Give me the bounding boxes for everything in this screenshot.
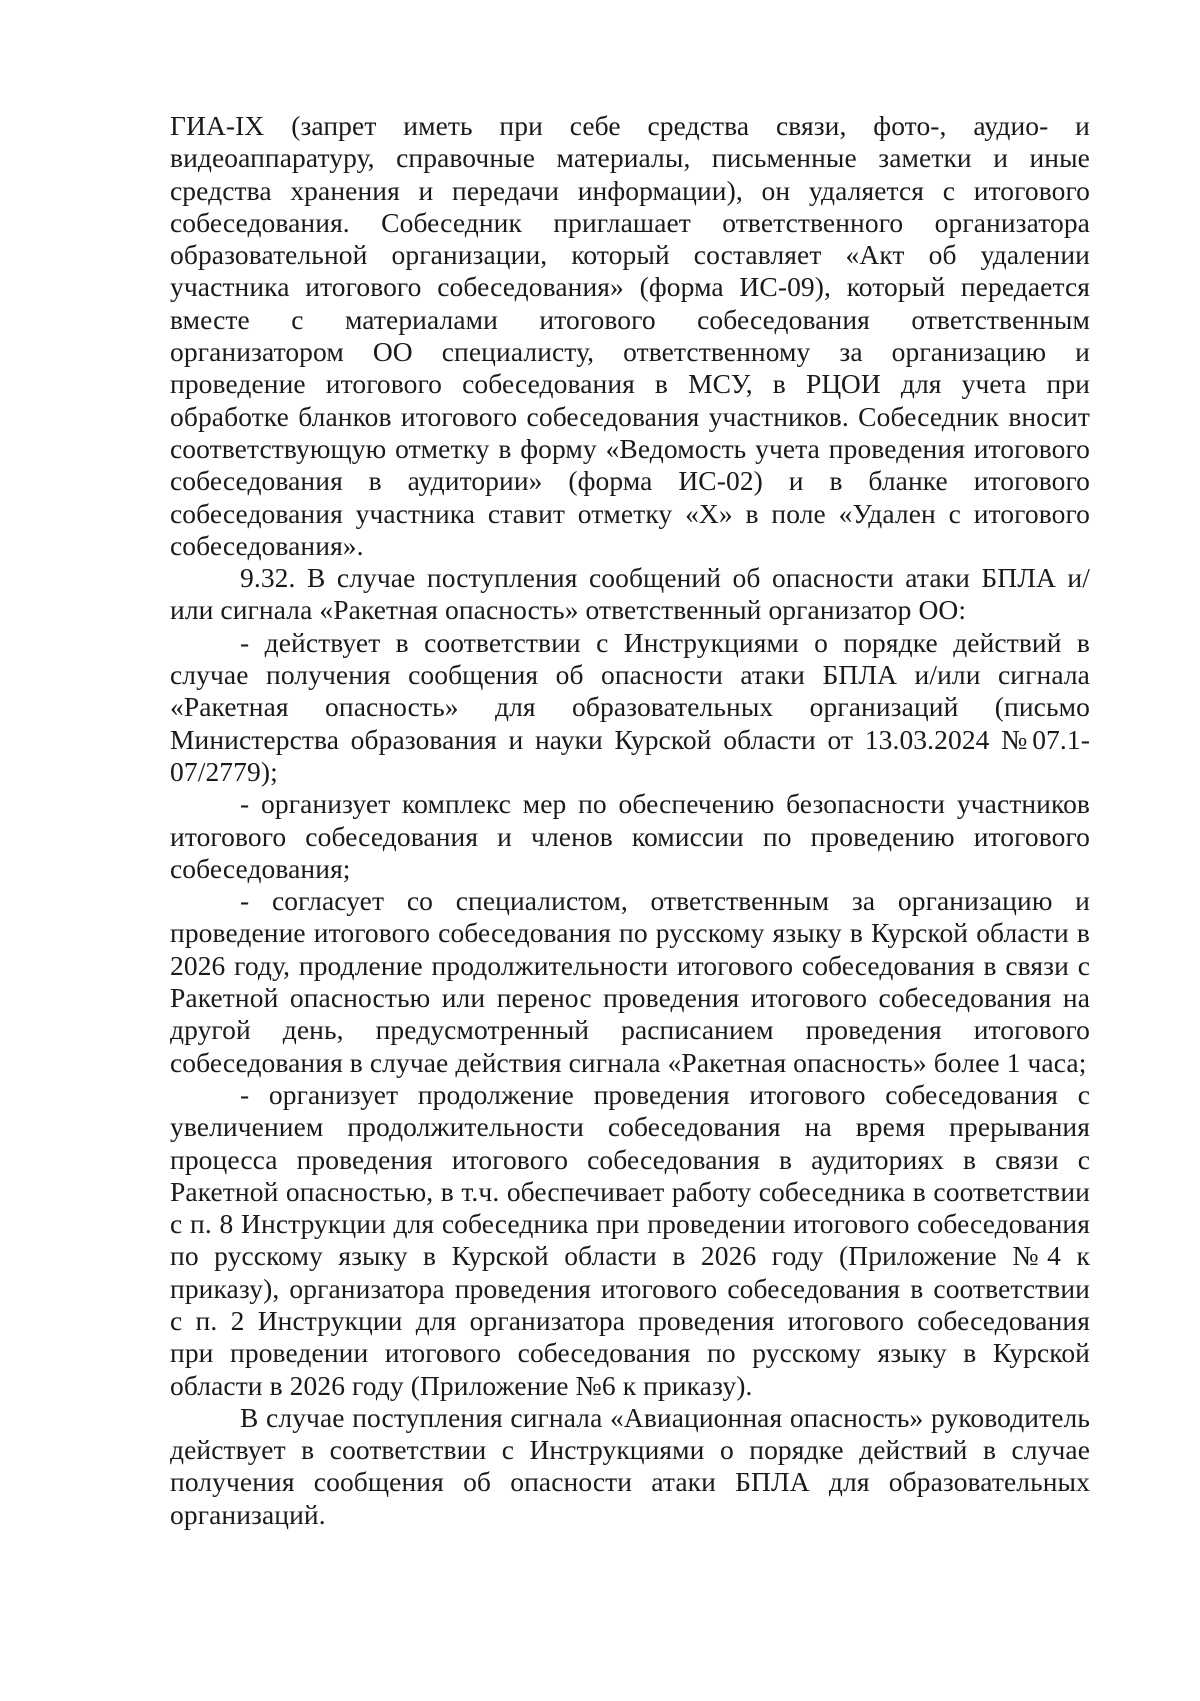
list-item-safety-measures: - организует комплекс мер по обеспечению безопасности участников итогового собеседования и членов комиссии по проведению итогового собеседования;	[170, 788, 1090, 884]
list-item-coordination: - согласует со специалистом, ответственным за организацию и проведение итогового собеседования по русскому языку в Курской области в 2026 году, продление продолжительности итогового собеседования в связи с Ракетной опасностью или перенос проведения итогового собеседования на другой день, предусмотренный расписанием проведения итогового собеседования в случае действия сигнала «Ракетная опасность» более 1 часа;	[170, 885, 1090, 1078]
paragraph-removal-procedure: ГИА-IX (запрет иметь при себе средства связи, фото-, аудио- и видеоаппаратуру, справочные материалы, письменные заметки и иные средства хранения и передачи информации), он удаляется с итогового собеседования. Собеседник приглашает ответственного организатора образовательной организации, который составляет «Акт об удалении участника итогового собеседования» (форма ИС-09), который передается вместе с материалами итогового собеседования ответственным организатором ОО специалисту, ответственному за организацию и проведение итогового собеседования в МСУ, в РЦОИ для учета при обработке бланков итогового собеседования участников. Собеседник вносит соответствующую отметку в форму «Ведомость учета проведения итогового собеседования в аудитории» (форма ИС-02) и в бланке итогового собеседования участника ставит отметку «Х» в поле «Удален с итогового собеседования».	[170, 110, 1090, 561]
paragraph-section-9-32: 9.32. В случае поступления сообщений об опасности атаки БПЛА и/или сигнала «Ракетная опасность» ответственный организатор ОО:	[170, 562, 1090, 626]
list-item-continuation: - организует продолжение проведения итогового собеседования с увеличением продолжительности собеседования на время прерывания процесса проведения итогового собеседования в аудиториях в связи с Ракетной опасностью, в т.ч. обеспечивает работу собеседника в соответствии с п. 8 Инструкции для собеседника при проведении итогового собеседования по русскому языку в Курской области в 2026 году (Приложение №4 к приказу), организатора проведения итогового собеседования в соответствии с п. 2 Инструкции для организатора проведения итогового собеседования при проведении итогового собеседования по русскому языку в Курской области в 2026 году (Приложение №6 к приказу).	[170, 1078, 1090, 1401]
paragraph-aviation-danger: В случае поступления сигнала «Авиационная опасность» руководитель действует в соответствии с Инструкциями о порядке действий в случае получения сообщения об опасности атаки БПЛА для образовательных организаций.	[170, 1401, 1090, 1530]
document-body	[170, 110, 1090, 1531]
list-item-instructions: - действует в соответствии с Инструкциями о порядке действий в случае получения сообщения об опасности атаки БПЛА и/или сигнала «Ракетная опасность» для образовательных организаций (письмо Министерства образования и науки Курской области от 13.03.2024 №07.1-07/2779);	[170, 626, 1090, 787]
